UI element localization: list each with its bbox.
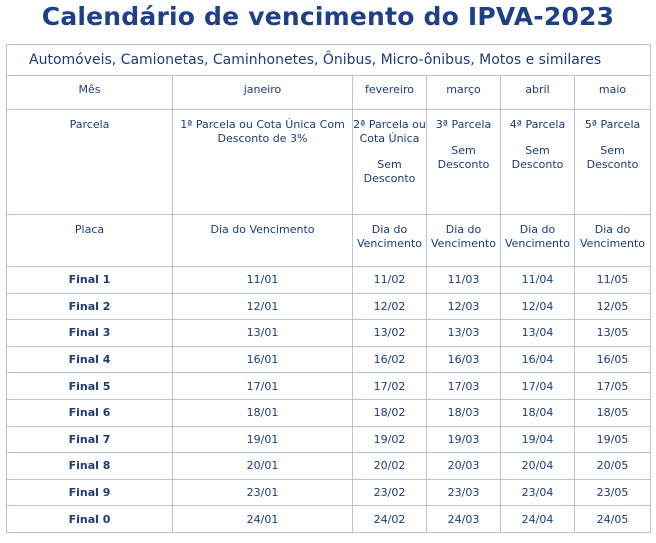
due-date: 12/05	[575, 293, 651, 320]
due-date: 20/03	[427, 453, 501, 480]
plate-header-row	[7, 215, 651, 267]
plate-final: Final 4	[7, 346, 173, 373]
plate-final: Final 8	[7, 453, 173, 480]
month-february: fevereiro	[353, 76, 427, 110]
table-row	[7, 320, 651, 347]
plate-final: Final 9	[7, 479, 173, 506]
table-row	[7, 506, 651, 533]
due-date: 12/04	[501, 293, 575, 320]
table-row	[7, 453, 651, 480]
due-date: 16/04	[501, 346, 575, 373]
plate-final: Final 1	[7, 267, 173, 294]
table-row	[7, 346, 651, 373]
due-date: 19/05	[575, 426, 651, 453]
due-date: 17/04	[501, 373, 575, 400]
installment-2-discount: Sem Desconto	[363, 158, 416, 185]
installment-1-name: 1ª Parcela ou Cota Única Com Desconto de 3%	[180, 118, 345, 145]
installment-1	[173, 110, 353, 215]
plate-final: Final 6	[7, 399, 173, 426]
due-date: 18/04	[501, 399, 575, 426]
due-date: 19/01	[173, 426, 353, 453]
due-day-label: Dia do Vencimento	[427, 215, 501, 267]
due-date: 16/03	[427, 346, 501, 373]
installment-label: Parcela	[7, 110, 173, 215]
due-date: 20/02	[353, 453, 427, 480]
table-row	[7, 426, 651, 453]
due-date: 17/05	[575, 373, 651, 400]
due-date: 20/04	[501, 453, 575, 480]
installment-4-name: 4ª Parcela	[509, 118, 566, 131]
plate-final: Final 5	[7, 373, 173, 400]
table-row	[7, 293, 651, 320]
due-date: 11/03	[427, 267, 501, 294]
plate-final: Final 7	[7, 426, 173, 453]
due-date: 13/04	[501, 320, 575, 347]
month-header-row	[7, 76, 651, 110]
installment-3-name: 3ª Parcela	[435, 118, 492, 131]
due-day-label: Dia do Vencimento	[501, 215, 575, 267]
due-date: 17/01	[173, 373, 353, 400]
due-date: 13/02	[353, 320, 427, 347]
due-date: 23/05	[575, 479, 651, 506]
plate-final: Final 3	[7, 320, 173, 347]
installment-5-discount: Sem Desconto	[586, 144, 639, 171]
installment-2-name: 2ª Parcela ou Cota Única	[353, 118, 426, 145]
due-date: 18/02	[353, 399, 427, 426]
due-date: 18/05	[575, 399, 651, 426]
due-day-label: Dia do Vencimento	[575, 215, 651, 267]
table-row	[7, 267, 651, 294]
month-march: março	[427, 76, 501, 110]
ipva-calendar-table	[6, 44, 651, 533]
table-row	[7, 373, 651, 400]
due-date: 16/01	[173, 346, 353, 373]
due-date: 12/01	[173, 293, 353, 320]
due-date: 24/05	[575, 506, 651, 533]
page-title: Calendário de vencimento do IPVA-2023	[41, 2, 615, 31]
month-column-header: Mês	[7, 76, 173, 110]
due-date: 11/04	[501, 267, 575, 294]
installment-row	[7, 110, 651, 215]
due-date: 16/05	[575, 346, 651, 373]
due-date: 11/01	[173, 267, 353, 294]
installment-5-name: 5ª Parcela	[584, 118, 641, 131]
month-january: janeiro	[173, 76, 353, 110]
due-date: 24/04	[501, 506, 575, 533]
due-date: 24/03	[427, 506, 501, 533]
due-date: 12/03	[427, 293, 501, 320]
due-date: 17/02	[353, 373, 427, 400]
installment-4-discount: Sem Desconto	[511, 144, 564, 171]
installment-2	[353, 110, 427, 215]
due-date: 23/01	[173, 479, 353, 506]
due-date: 11/05	[575, 267, 651, 294]
due-date: 17/03	[427, 373, 501, 400]
due-date: 11/02	[353, 267, 427, 294]
due-date: 24/02	[353, 506, 427, 533]
due-date: 19/02	[353, 426, 427, 453]
table-row	[7, 479, 651, 506]
due-date: 19/04	[501, 426, 575, 453]
due-date: 24/01	[173, 506, 353, 533]
installment-5	[575, 110, 651, 215]
due-date: 18/01	[173, 399, 353, 426]
vehicle-categories: Automóveis, Camionetas, Caminhonetes, Ônibus, Micro-ônibus, Motos e similares	[7, 45, 651, 76]
installment-3	[427, 110, 501, 215]
due-date: 13/05	[575, 320, 651, 347]
due-date: 13/01	[173, 320, 353, 347]
installment-4	[501, 110, 575, 215]
installment-3-discount: Sem Desconto	[437, 144, 490, 171]
due-date: 23/03	[427, 479, 501, 506]
due-date: 23/02	[353, 479, 427, 506]
due-date: 20/05	[575, 453, 651, 480]
month-april: abril	[501, 76, 575, 110]
plate-label: Placa	[7, 215, 173, 267]
due-date: 12/02	[353, 293, 427, 320]
due-day-label: Dia do Vencimento	[353, 215, 427, 267]
due-date: 19/03	[427, 426, 501, 453]
due-date: 13/03	[427, 320, 501, 347]
due-date: 16/02	[353, 346, 427, 373]
plate-final: Final 0	[7, 506, 173, 533]
due-date: 20/01	[173, 453, 353, 480]
due-date: 18/03	[427, 399, 501, 426]
month-may: maio	[575, 76, 651, 110]
plate-final: Final 2	[7, 293, 173, 320]
table-row	[7, 399, 651, 426]
due-day-label: Dia do Vencimento	[173, 215, 353, 267]
due-date: 23/04	[501, 479, 575, 506]
